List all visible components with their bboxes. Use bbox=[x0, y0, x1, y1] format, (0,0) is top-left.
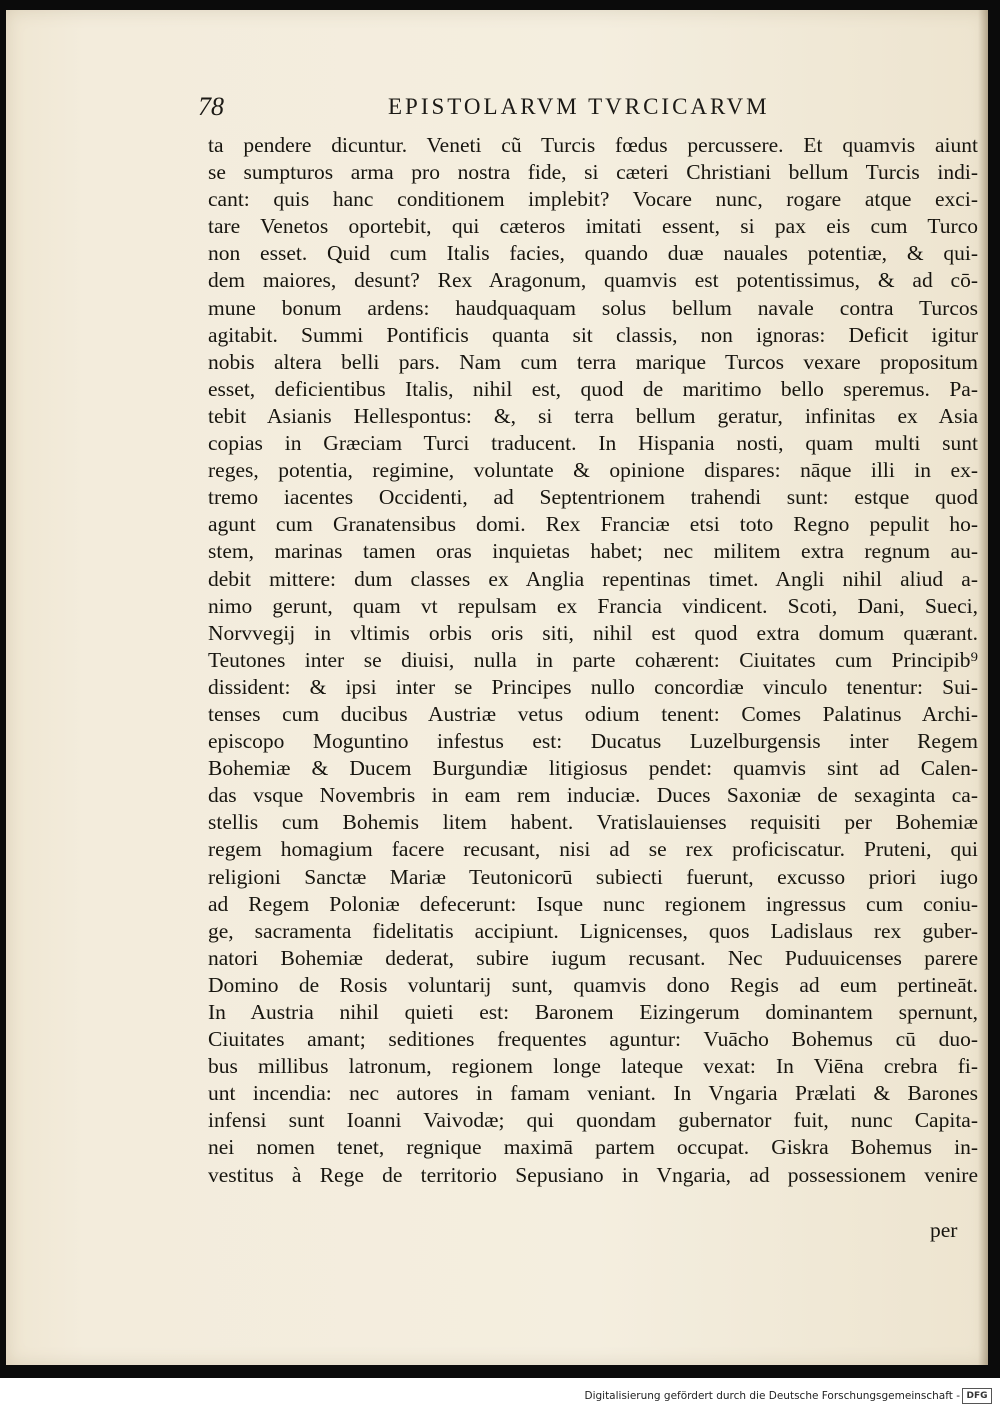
text-line: das vsque Novembris in eam rem induciæ. Duces Saxoniæ de sexaginta ca- bbox=[208, 783, 978, 808]
text-line: vestitus à Rege de territorio Sepusiano in Vngaria, ad possessionem venire bbox=[208, 1162, 978, 1187]
text-line: natori Bohemiæ dederat, subire iugum recusant. Nec Puduuicenses parere bbox=[208, 945, 978, 970]
text-line: unt incendia: nec autores in famam veniant. In Vngaria Prælati & Barones bbox=[208, 1081, 978, 1106]
text-line: Norvvegij in vltimis orbis oris siti, nihil est quod extra domum quærant. bbox=[208, 620, 978, 645]
text-line: dem maiores, desunt? Rex Aragonum, quamvis est potentissimus, & ad cō- bbox=[208, 268, 978, 293]
text-line: tremo iacentes Occidenti, ad Septentrionem trahendi sunt: estque quod bbox=[208, 485, 978, 510]
text-line: non esset. Quid cum Italis facies, quando duæ nauales potentiæ, & qui- bbox=[208, 241, 978, 266]
text-line: esset, deficientibus Italis, nihil est, quod de maritimo bello speremus. Pa- bbox=[208, 376, 978, 401]
text-line: Teutones inter se diuisi, nulla in parte cohærent: Ciuitates cum Principib⁹ bbox=[208, 647, 978, 672]
text-line: nei nomen tenet, regnique maximā partem occupat. Giskra Bohemus in- bbox=[208, 1135, 978, 1160]
dfg-logo-icon: DFG bbox=[962, 1388, 992, 1404]
text-line: Ciuitates amant; seditiones frequentes aguntur: Vuācho Bohemus cū duo- bbox=[208, 1027, 978, 1052]
text-line: tare Venetos oportebit, qui cæteros imitati essent, si pax eis cum Turco bbox=[208, 214, 978, 239]
text-line: stellis cum Bohemis litem habent. Vratislauienses requisiti per Bohemiæ bbox=[208, 810, 978, 835]
text-line: nimo gerunt, quam vt repulsam ex Francia vindicent. Scoti, Dani, Sueci, bbox=[208, 593, 978, 618]
footer-bar bbox=[0, 1378, 1000, 1408]
text-line: tebit Asianis Hellespontus: &, si terra bellum geratur, infinitas ex Asia bbox=[208, 403, 978, 428]
text-line: agitabit. Summi Pontificis quanta sit classis, non ignoras: Deficit igitur bbox=[208, 322, 978, 347]
text-line: In Austria nihil quieti est: Baronem Eizingerum dominantem spernunt, bbox=[208, 1000, 978, 1024]
page-number: 78 bbox=[198, 92, 224, 121]
text-line: nobis altera belli pars. Nam cum terra marique Turcos vexare propositum bbox=[208, 349, 978, 374]
text-line: tenses cum ducibus Austriæ vetus odium tenent: Comes Palatinus Archi- bbox=[208, 701, 978, 726]
text-line: bus millibus latronum, regionem longe lateque vexat: In Viēna crebra fi- bbox=[208, 1054, 978, 1079]
page-gutter-shadow bbox=[978, 10, 988, 1365]
text-line: Bohemiæ & Ducem Burgundiæ litigiosus pendet: quamvis sint ad Calen- bbox=[208, 756, 978, 781]
funding-credit: Digitalisierung gefördert durch die Deutsche Forschungsgemeinschaft - bbox=[584, 1390, 960, 1402]
text-line: stem, marinas tamen oras inquietas habet; nec militem extra regnum au- bbox=[208, 539, 978, 564]
body-text bbox=[208, 132, 978, 1189]
text-line: ta pendere dicuntur. Veneti cũ Turcis fœdus percussere. Et quamvis aiunt bbox=[208, 133, 978, 157]
text-line: Domino de Rosis voluntarij sunt, quamvis dono Regis ad eum pertineāt. bbox=[208, 972, 978, 997]
running-head: EPISTOLARVM TVRCICARVM bbox=[388, 94, 770, 119]
text-line: ge, sacramenta fidelitatis accipiunt. Lignicenses, quos Ladislaus rex guber- bbox=[208, 918, 978, 943]
page-header bbox=[198, 92, 818, 126]
text-line: agunt cum Granatensibus domi. Rex Franciæ etsi toto Regno pepulit ho- bbox=[208, 512, 978, 537]
text-line: religioni Sanctæ Mariæ Teutonicorū subiecti fuerunt, excusso priori iugo bbox=[208, 864, 978, 889]
catchword: per bbox=[930, 1218, 958, 1242]
text-line: dissident: & ipsi inter se Principes nullo concordiæ vinculo tenentur: Sui- bbox=[208, 674, 978, 699]
text-line: cant: quis hanc conditionem implebit? Vocare nunc, rogare atque exci- bbox=[208, 187, 978, 212]
text-line: copias in Græciam Turci traducent. In Hispania nosti, quam multi sunt bbox=[208, 431, 978, 456]
text-line: mune bonum ardens: haudquaquam solus bellum navale contra Turcos bbox=[208, 295, 978, 320]
text-line: infensi sunt Ioanni Vaivodæ; qui quondam gubernator fuit, nunc Capita- bbox=[208, 1108, 978, 1133]
text-line: regem homagium facere recusant, nisi ad se rex proficiscatur. Pruteni, qui bbox=[208, 837, 978, 862]
text-line: se sumpturos arma pro nostra fide, si cæteri Christiani bellum Turcis indi- bbox=[208, 160, 978, 185]
text-line: episcopo Moguntino infestus est: Ducatus Luzelburgensis inter Regem bbox=[208, 729, 978, 754]
text-line: reges, potentia, regimine, voluntate & opinione dispares: nāque illi in ex- bbox=[208, 458, 978, 483]
text-line: debit mittere: dum classes ex Anglia repentinas timet. Angli nihil aliud a- bbox=[208, 566, 978, 591]
text-line: ad Regem Poloniæ defecerunt: Isque nunc regionem ingressus cum coniu- bbox=[208, 891, 978, 916]
